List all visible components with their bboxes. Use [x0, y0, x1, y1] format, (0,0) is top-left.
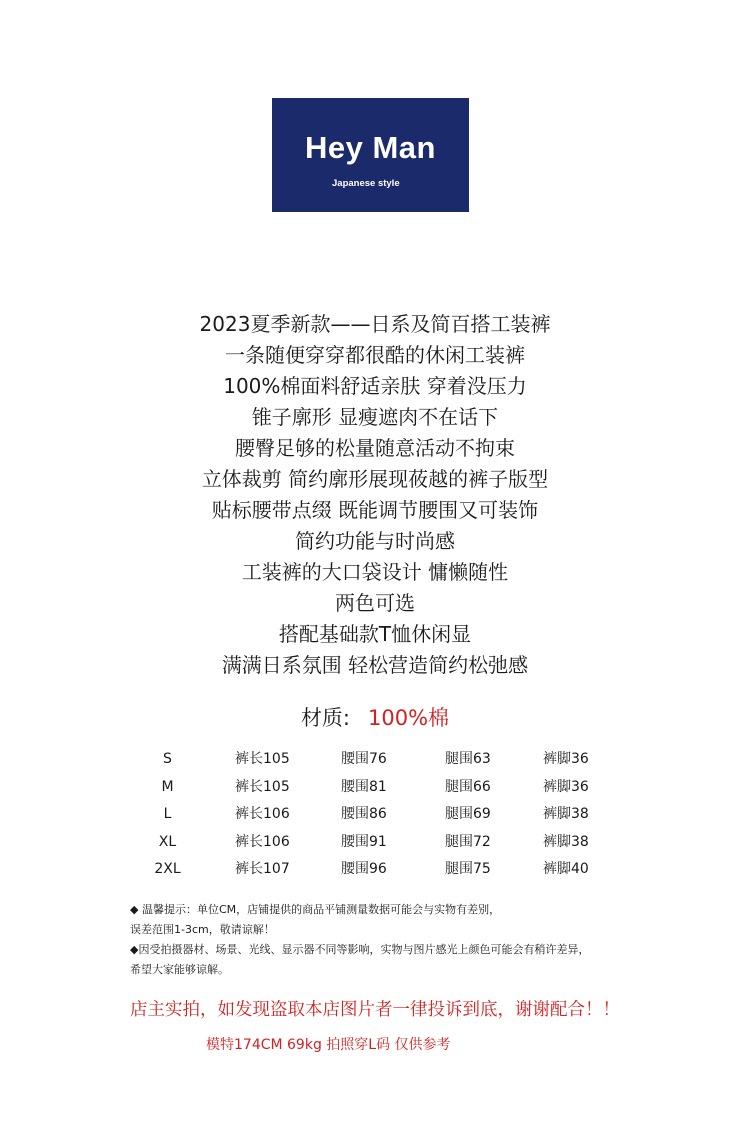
- waist: 腰围96: [341, 861, 387, 878]
- waist: 腰围76: [341, 751, 387, 767]
- description-line: 两色可选: [335, 591, 415, 615]
- waist: 腰围81: [341, 778, 387, 795]
- pant-length: 裤长107: [235, 861, 290, 878]
- size-table: [0, 746, 750, 884]
- notice-line: ◆ 温馨提示：单位CM，店铺提供的商品平铺测量数据可能会与实物有差别，: [130, 903, 501, 916]
- thigh: 腿围69: [445, 806, 491, 823]
- table-row: [0, 856, 750, 884]
- description-line: 贴标腰带点缀 既能调节腰围又可装饰: [211, 498, 539, 522]
- copyright-warning: 店主实拍，如发现盗取本店图片者一律投诉到底，谢谢配合！！: [130, 1000, 620, 1020]
- notice-line: ◆因受拍摄器材、场景、光线、显示器不同等影响，实物与图片感光上颜色可能会有稍许差异，: [130, 943, 590, 956]
- notice-line: 误差范围1-3cm，敬请谅解！: [130, 923, 275, 936]
- model-info: 模特174CM 69kg 拍照穿L码 仅供参考: [206, 1037, 451, 1053]
- table-row: [0, 801, 750, 829]
- product-description: [0, 309, 750, 681]
- description-line: 简约功能与时尚感: [295, 529, 455, 553]
- material-info: [0, 701, 750, 735]
- pant-length: 裤长105: [235, 751, 290, 767]
- size-label: S: [163, 751, 172, 767]
- hem: 裤脚36: [543, 751, 589, 767]
- size-label: M: [161, 778, 174, 795]
- brand-logo: [272, 98, 469, 212]
- hem: 裤脚38: [543, 806, 589, 823]
- table-row: [0, 829, 750, 857]
- logo-subtitle: Japanese style: [332, 178, 400, 189]
- description-line: 工装裤的大口袋设计 慵懒随性: [241, 560, 509, 584]
- hem: 裤脚38: [543, 833, 589, 850]
- logo-title: Hey Man: [305, 130, 436, 165]
- size-label: 2XL: [154, 861, 181, 878]
- hem: 裤脚40: [543, 861, 589, 878]
- thigh: 腿围66: [445, 778, 491, 795]
- thigh: 腿围75: [445, 861, 491, 878]
- thigh: 腿围72: [445, 833, 491, 850]
- table-row: [0, 746, 750, 774]
- description-line: 立体裁剪 简约廓形展现莜越的裤子版型: [201, 467, 549, 491]
- description-line: 100%棉面料舒适亲肤 穿着没压力: [223, 374, 527, 398]
- description-line: 一条随便穿穿都很酷的休闲工装裤: [225, 343, 525, 367]
- description-line: 满满日系氛围 轻松营造简约松弛感: [221, 653, 529, 677]
- table-row: [0, 774, 750, 802]
- hem: 裤脚36: [543, 778, 589, 795]
- waist: 腰围86: [341, 806, 387, 823]
- waist: 腰围91: [341, 833, 387, 850]
- notice-section: [130, 900, 690, 980]
- description-line: 2023夏季新款——日系及简百搭工装裤: [199, 312, 551, 336]
- thigh: 腿围63: [445, 751, 491, 767]
- pant-length: 裤长106: [235, 833, 290, 850]
- size-label: L: [163, 806, 172, 823]
- pant-length: 裤长106: [235, 806, 290, 823]
- description-line: 腰臀足够的松量随意活动不拘束: [235, 436, 515, 460]
- pant-length: 裤长105: [235, 778, 290, 795]
- notice-line: 希望大家能够谅解。: [130, 963, 229, 976]
- description-line: 搭配基础款T恤休闲显: [278, 622, 472, 646]
- description-line: 锥子廓形 显瘦遮肉不在话下: [251, 405, 499, 429]
- size-label: XL: [158, 833, 177, 850]
- material-label: 材质:: [300, 706, 351, 730]
- material-value: 100%棉: [368, 706, 450, 730]
